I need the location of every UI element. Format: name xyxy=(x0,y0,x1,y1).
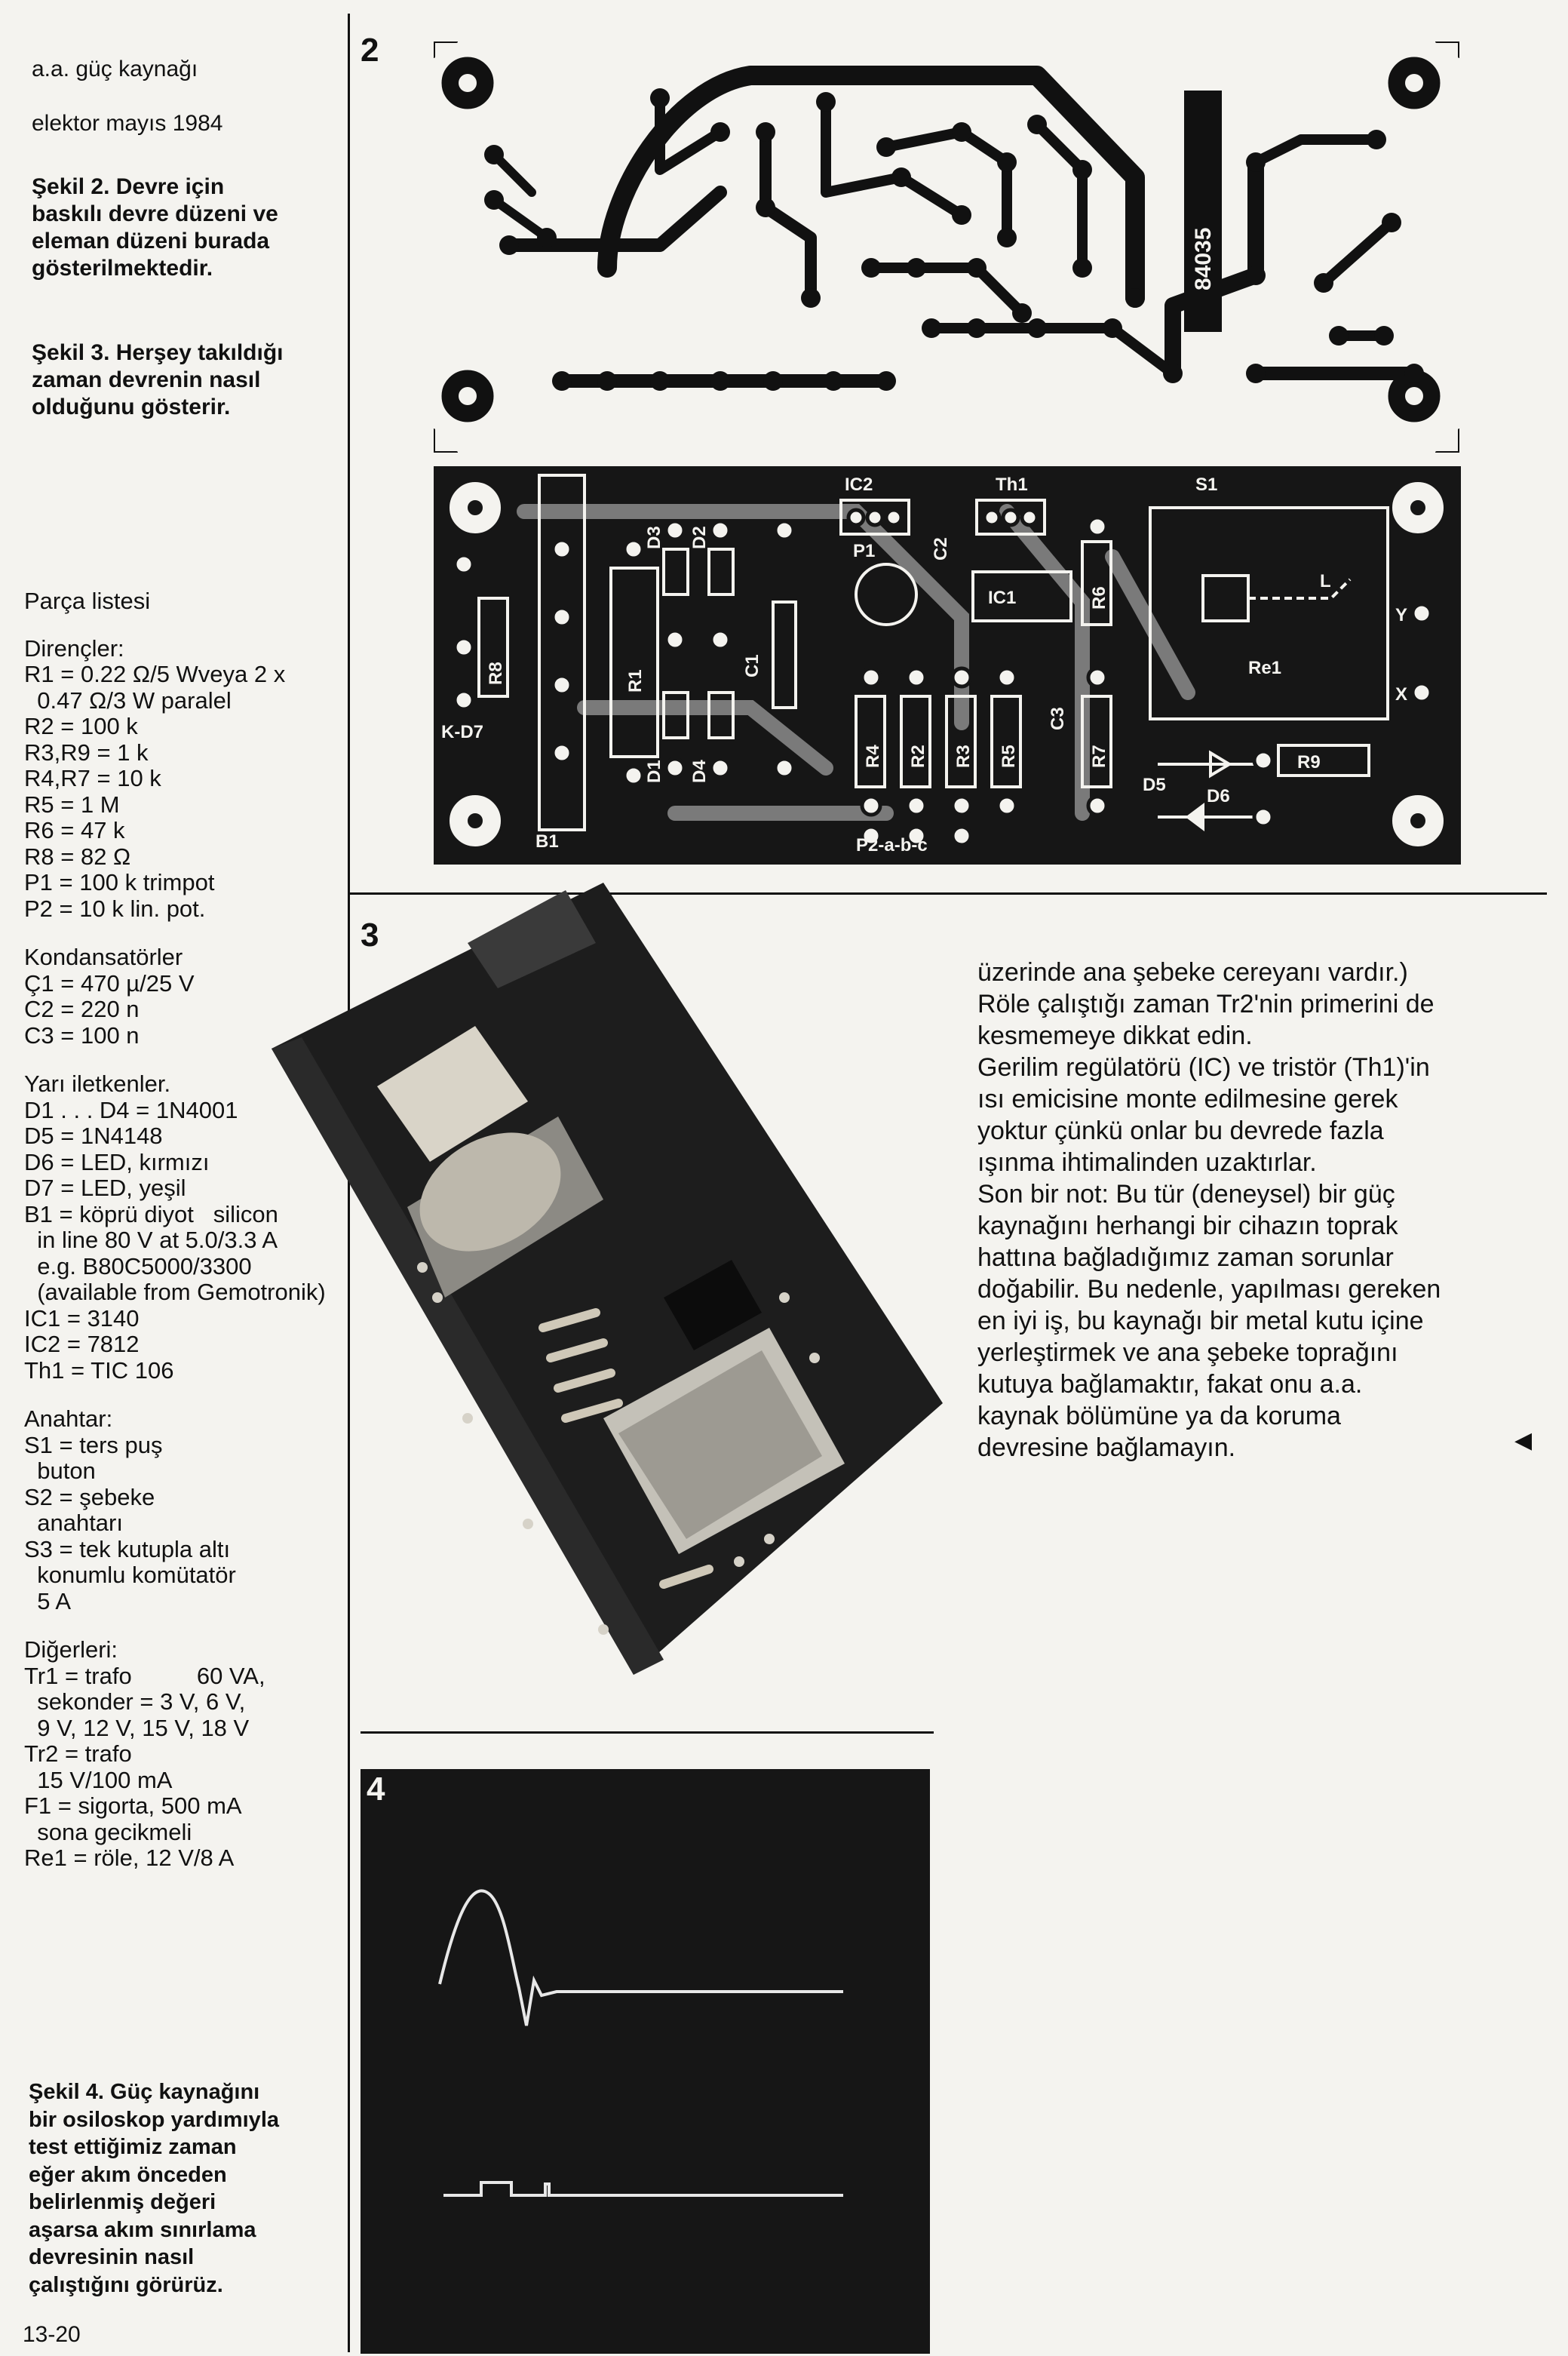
label-l: L xyxy=(1320,571,1331,591)
label-r1: R1 xyxy=(625,669,646,693)
parts-section-heading: Diğerleri: xyxy=(24,1636,118,1663)
figure-number-2: 2 xyxy=(361,32,379,69)
parts-row: Tr2 = trafo xyxy=(24,1740,132,1767)
caption-fig2: Şekil 2. Devre için baskılı devre düzeni ve eleman düzeni burada gösterilmektedir. xyxy=(32,174,278,281)
parts-row: S1 = ters puş xyxy=(24,1431,163,1458)
label-c3: C3 xyxy=(1048,707,1068,730)
parts-row: R4,R7 = 10 k xyxy=(24,765,161,791)
header-title: a.a. güç kaynağı xyxy=(32,57,198,81)
parts-row: P1 = 100 k trimpot xyxy=(24,869,215,895)
parts-row: R1 = 0.22 Ω/5 Wveya 2 x xyxy=(24,661,286,687)
parts-row: S3 = tek kutupla altı xyxy=(24,1535,231,1562)
label-r9: R9 xyxy=(1297,752,1321,773)
label-p2: P2-a-b-c xyxy=(856,835,928,855)
parts-section-heading: Yarı iletkenler. xyxy=(24,1070,171,1097)
label-c1: C1 xyxy=(742,654,763,677)
label-d2: D2 xyxy=(689,526,710,549)
parts-row: D6 = LED, kırmızı xyxy=(24,1148,210,1175)
parts-row: P2 = 10 k lin. pot. xyxy=(24,895,206,922)
parts-row: 5 A xyxy=(24,1587,72,1614)
parts-section-heading: Anahtar: xyxy=(24,1405,113,1432)
header-source: elektor mayıs 1984 xyxy=(32,111,223,136)
parts-row: D7 = LED, yeşil xyxy=(24,1175,186,1201)
label-th1: Th1 xyxy=(996,475,1028,495)
running-header xyxy=(32,29,222,164)
parts-list-title: Parça listesi xyxy=(24,588,151,614)
parts-row: C3 = 100 n xyxy=(24,1021,140,1049)
parts-row: D1 . . . D4 = 1N4001 xyxy=(24,1096,238,1123)
label-d4: D4 xyxy=(689,760,710,783)
parts-row: R8 = 82 Ω xyxy=(24,843,131,870)
label-x: X xyxy=(1395,684,1408,705)
oscilloscope-screen xyxy=(361,1769,930,2354)
end-of-article-icon: ◀ xyxy=(1514,1428,1533,1453)
parts-section-heading: Kondansatörler xyxy=(24,944,183,970)
label-y: Y xyxy=(1395,605,1408,625)
label-r2: R2 xyxy=(908,745,928,768)
label-ic2: IC2 xyxy=(845,475,873,495)
parts-row: IC1 = 3140 xyxy=(24,1304,140,1332)
parts-row: R5 = 1 M xyxy=(24,791,120,818)
label-r3: R3 xyxy=(953,745,974,768)
label-kd7: K-D7 xyxy=(441,722,484,742)
mount-hole-icon xyxy=(1388,57,1440,109)
label-r6: R6 xyxy=(1089,586,1109,610)
parts-row: e.g. B80C5000/3300 xyxy=(24,1252,252,1279)
parts-row: sona gecikmeli xyxy=(24,1818,192,1845)
fig4-top-rule xyxy=(361,1731,934,1734)
parts-row: R6 = 47 k xyxy=(24,817,125,843)
parts-row: Th1 = TIC 106 xyxy=(24,1356,174,1384)
label-d1: D1 xyxy=(644,760,664,783)
parts-row: (available from Gemotronik) xyxy=(24,1279,326,1305)
caption-fig4: Şekil 4. Güç kaynağını bir osiloskop yardımıyla test ettiğimiz zaman eğer akım önceden belirlenmiş değeri aşarsa akım sınırlama devresinin nasıl çalıştığını görürüz. xyxy=(29,2080,279,2297)
parts-row: S2 = şebeke xyxy=(24,1483,155,1510)
label-ic1: IC1 xyxy=(988,588,1017,608)
parts-row: konumlu komütatör xyxy=(24,1562,236,1588)
pcb-copper-layout xyxy=(434,41,1459,453)
parts-row: anahtarı xyxy=(24,1510,123,1536)
caption-fig3: Şekil 3. Herşey takıldığı zaman devrenin nasıl olduğunu gösterir. xyxy=(32,340,284,419)
parts-row: Tr1 = trafo 60 VA, xyxy=(24,1662,265,1689)
parts-row: R3,R9 = 1 k xyxy=(24,739,149,766)
parts-row: B1 = köprü diyot silicon xyxy=(24,1200,278,1227)
label-re1: Re1 xyxy=(1248,658,1282,678)
parts-row: Re1 = röle, 12 V/8 A xyxy=(24,1845,235,1871)
label-p1: P1 xyxy=(853,541,876,561)
assembled-board-photo xyxy=(241,875,943,1720)
label-r4: R4 xyxy=(863,745,883,768)
figure-number-4: 4 xyxy=(367,1771,385,1808)
parts-row: 15 V/100 mA xyxy=(24,1766,173,1793)
mount-hole-icon xyxy=(442,57,493,109)
label-r8: R8 xyxy=(486,662,506,685)
label-r5: R5 xyxy=(999,745,1019,768)
label-d5: D5 xyxy=(1143,775,1166,795)
parts-row: 9 V, 12 V, 15 V, 18 V xyxy=(24,1714,250,1741)
article-body: üzerinde ana şebeke cereyanı vardır.) Röle çalıştığı zaman Tr2'nin primerini de kesmemeye dikkat edin. Gerilim regülatörü (IC) ve tristör (Th1)'in ısı emicisine monte edilmesine gerek yoktur çünkü onlar bu devrede fazla ışınma ihtimalinden uzaktırlar. Son bir not: Bu tür (deneysel) bir güç kaynağını herhangi bir cihazın toprak hattına bağladığımız zaman sorunlar doğabilir. Bu nedenle, yapılması gereken en iyi iş, bu kaynağı bir metal kutu içine yerleştirmek ve ana şebeke toprağını kutuya bağlamaktır, fakat onu a.a. kaynak bölümüne ya da koruma devresine bağlamayın. xyxy=(977,958,1441,1462)
label-d3: D3 xyxy=(644,526,664,549)
component-layout xyxy=(434,466,1461,865)
parts-section-heading: Dirençler: xyxy=(24,634,124,662)
label-s1: S1 xyxy=(1195,475,1218,495)
parts-row: in line 80 V at 5.0/3.3 A xyxy=(24,1227,278,1253)
parts-row: C2 = 220 n xyxy=(24,996,140,1022)
page-number: 13-20 xyxy=(23,2322,81,2347)
figure-number-3: 3 xyxy=(361,917,379,954)
label-d6: D6 xyxy=(1207,786,1230,806)
parts-row: buton xyxy=(24,1458,96,1484)
oscilloscope-traces xyxy=(361,1769,930,2354)
label-r7: R7 xyxy=(1089,745,1109,768)
label-c2: C2 xyxy=(931,537,951,561)
parts-row: D5 = 1N4148 xyxy=(24,1123,163,1149)
parts-row: IC2 = 7812 xyxy=(24,1331,140,1357)
parts-row: Ç1 = 470 µ/25 V xyxy=(24,969,195,997)
pcb-code: 84035 xyxy=(1191,227,1216,290)
label-b1: B1 xyxy=(535,831,559,852)
parts-row: F1 = sigorta, 500 mA xyxy=(24,1792,242,1819)
parts-row: 0.47 Ω/3 W paralel xyxy=(24,687,232,714)
parts-row: R2 = 100 k xyxy=(24,713,138,739)
mount-hole-icon xyxy=(442,370,493,422)
parts-row: sekonder = 3 V, 6 V, xyxy=(24,1688,246,1715)
